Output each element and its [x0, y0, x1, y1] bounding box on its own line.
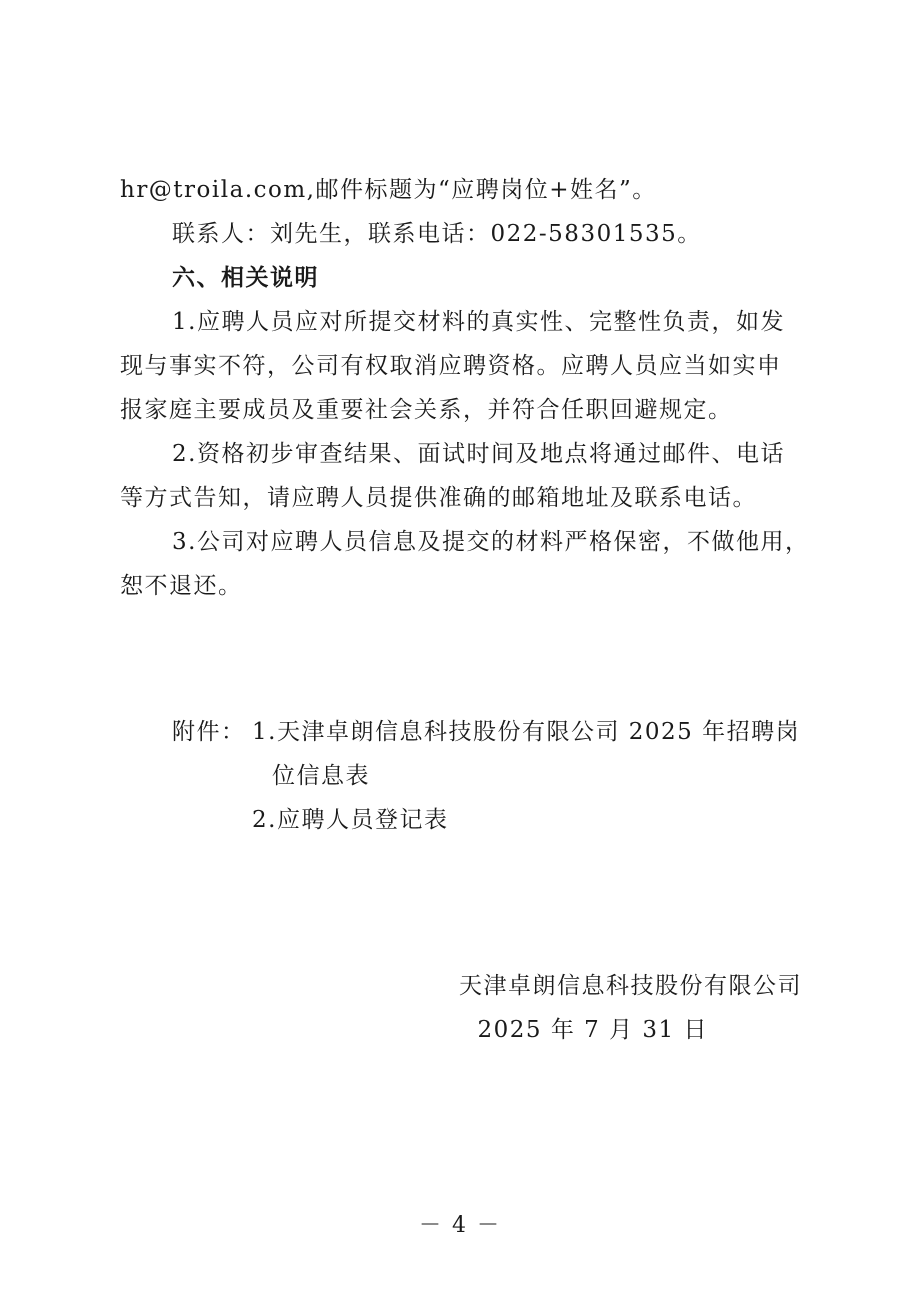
- item1-line2: 现与事实不符，公司有权取消应聘资格。应聘人员应当如实申: [120, 353, 782, 379]
- email-line: hr@troila.com,邮件标题为“应聘岗位+姓名”。: [120, 177, 657, 203]
- signature-company: 天津卓朗信息科技股份有限公司: [459, 973, 802, 999]
- attachment-item1-line1: 1.天津卓朗信息科技股份有限公司 2025 年招聘岗: [252, 719, 801, 745]
- attachment-item1-line2: 位信息表: [272, 763, 370, 789]
- page-number: － 4 －: [419, 1213, 501, 1238]
- signature-date: 2025 年 7 月 31 日: [477, 1017, 708, 1043]
- contact-line: 联系人：刘先生，联系电话：022-58301535。: [172, 221, 702, 247]
- section-heading: 六、相关说明: [172, 265, 319, 291]
- attachment-item2: 2.应聘人员登记表: [252, 807, 449, 833]
- item1-line3: 报家庭主要成员及重要社会关系，并符合任职回避规定。: [120, 397, 733, 423]
- item2-line1: 2.资格初步审查结果、面试时间及地点将通过邮件、电话: [172, 441, 785, 467]
- attachments-label: 附件：: [172, 719, 246, 745]
- item1-line1: 1.应聘人员应对所提交材料的真实性、完整性负责，如发: [172, 309, 785, 335]
- item3-line1: 3.公司对应聘人员信息及提交的材料严格保密，不做他用，: [172, 529, 810, 555]
- item2-line2: 等方式告知，请应聘人员提供准确的邮箱地址及联系电话。: [120, 485, 757, 511]
- item3-line2: 恕不退还。: [120, 573, 243, 599]
